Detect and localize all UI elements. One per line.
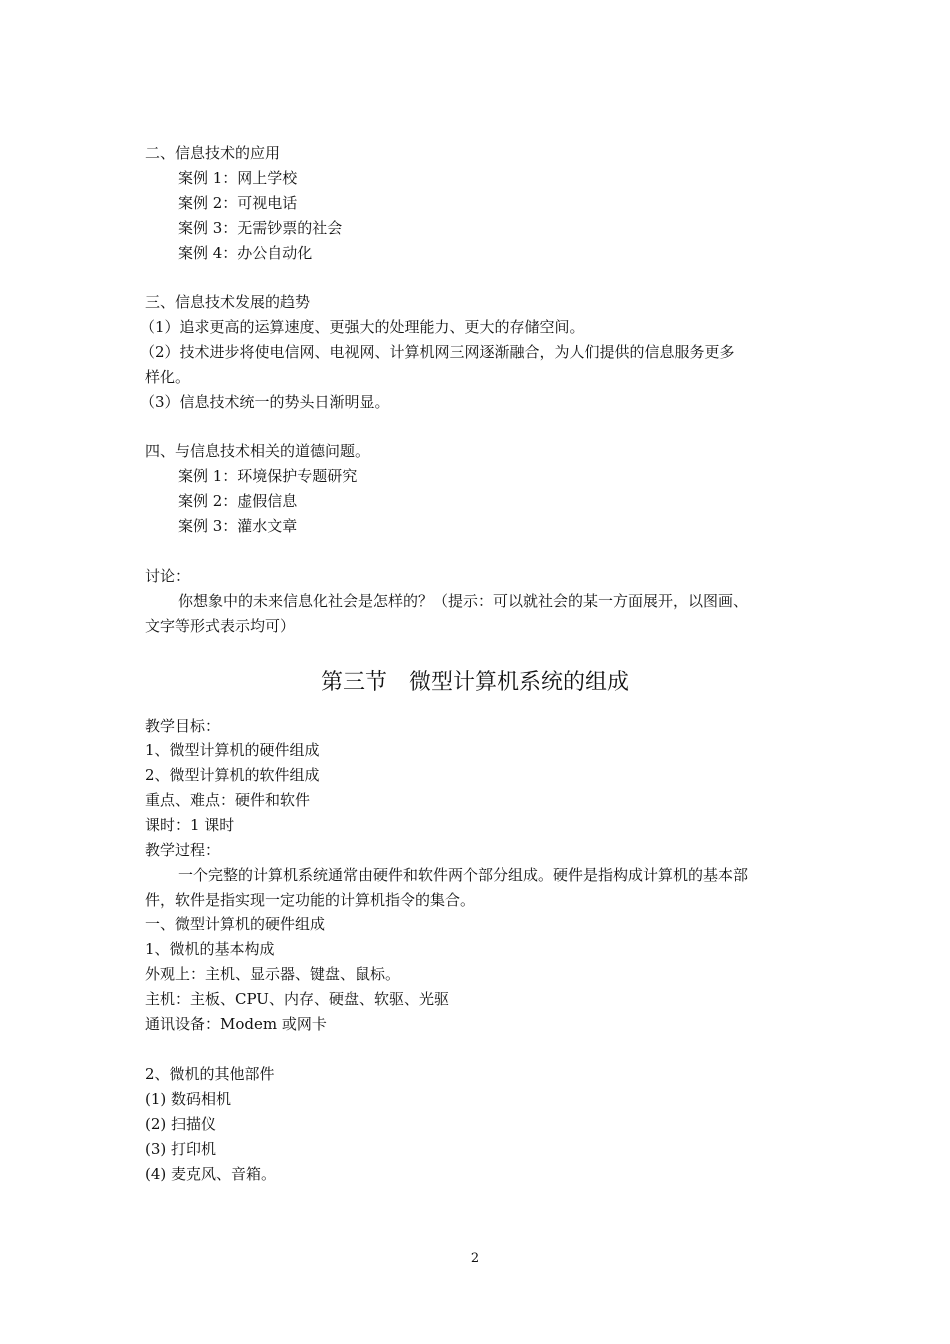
intro-paragraph-continued: 件，软件是指实现一定功能的计算机指令的集合。 xyxy=(145,891,476,909)
teaching-process-label: 教学过程： xyxy=(145,841,221,859)
case-item: 案例 3：灌水文章 xyxy=(178,517,298,535)
case-item: 案例 2：虚假信息 xyxy=(178,492,298,510)
communication-line: 通讯设备：Modem 或网卡 xyxy=(145,1015,327,1033)
case-item: 案例 1：环境保护专题研究 xyxy=(178,467,358,485)
section-heading: 第三节 微型计算机系统的组成 xyxy=(320,670,629,695)
class-hours: 课时：1 课时 xyxy=(145,816,235,834)
case-item: 案例 4：办公自动化 xyxy=(178,244,313,262)
discussion-label: 讨论： xyxy=(145,567,191,585)
trend-item-continued: 样化。 xyxy=(145,368,191,386)
trend-item: （1）追求更高的运算速度、更强大的处理能力、更大的存储空间。 xyxy=(140,318,585,336)
discussion-text: 你想象中的未来信息化社会是怎样的？（提示：可以就社会的某一方面展开，以图画、 xyxy=(178,592,749,610)
goal-item: 1、微型计算机的硬件组成 xyxy=(145,741,320,759)
other-part-item: (4) 麦克风、音箱。 xyxy=(145,1165,277,1183)
other-part-item: (2) 扫描仪 xyxy=(145,1115,217,1133)
other-part-item: (3) 打印机 xyxy=(145,1140,217,1158)
section-title-ethics: 四、与信息技术相关的道德问题。 xyxy=(145,442,371,460)
case-item: 案例 3：无需钞票的社会 xyxy=(178,219,343,237)
goal-item: 2、微型计算机的软件组成 xyxy=(145,766,320,784)
case-item: 案例 2：可视电话 xyxy=(178,194,298,212)
appearance-line: 外观上：主机、显示器、键盘、鼠标。 xyxy=(145,965,401,983)
intro-paragraph: 一个完整的计算机系统通常由硬件和软件两个部分组成。硬件是指构成计算机的基本部 xyxy=(178,866,749,884)
section-title-trends: 三、信息技术发展的趋势 xyxy=(145,293,311,311)
hardware-section-title: 一、微型计算机的硬件组成 xyxy=(145,915,326,933)
key-points: 重点、难点：硬件和软件 xyxy=(145,791,311,809)
discussion-text-continued: 文字等形式表示均可） xyxy=(145,617,296,635)
other-part-item: (1) 数码相机 xyxy=(145,1090,232,1108)
host-components-line: 主机：主板、CPU、内存、硬盘、软驱、光驱 xyxy=(145,990,449,1008)
page-number: 2 xyxy=(470,1251,480,1266)
other-parts-title: 2、微机的其他部件 xyxy=(145,1065,275,1083)
case-item: 案例 1：网上学校 xyxy=(178,169,298,187)
basic-structure-title: 1、微机的基本构成 xyxy=(145,940,275,958)
teaching-goals-label: 教学目标： xyxy=(145,717,221,735)
section-title-applications: 二、信息技术的应用 xyxy=(145,144,281,162)
trend-item: （2）技术进步将使电信网、电视网、计算机网三网逐渐融合，为人们提供的信息服务更多 xyxy=(140,343,735,361)
trend-item: （3）信息技术统一的势头日渐明显。 xyxy=(140,393,390,411)
